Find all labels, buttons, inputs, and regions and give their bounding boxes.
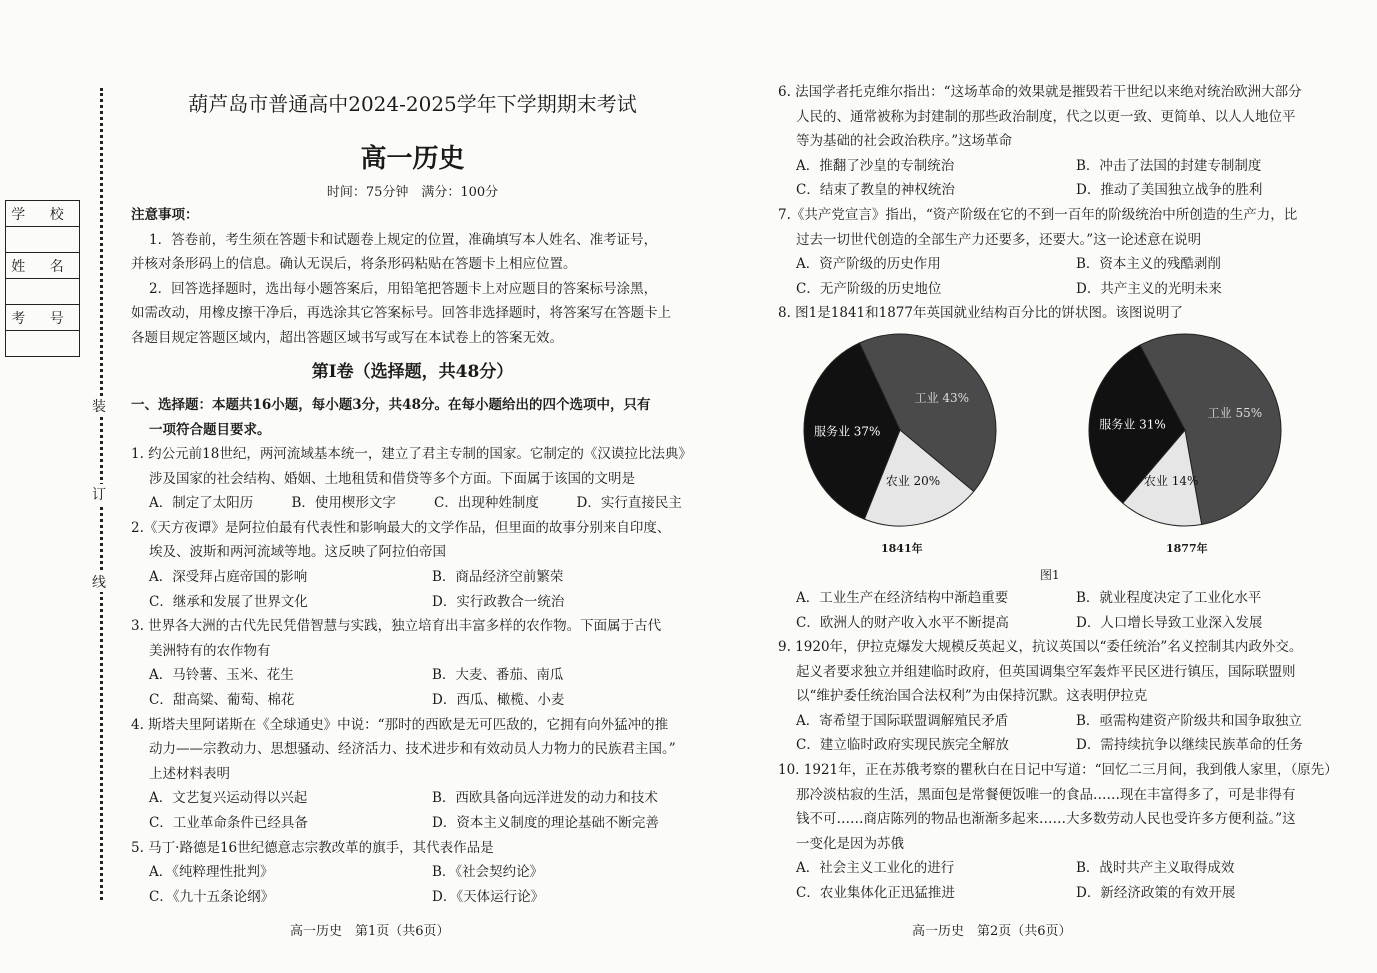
answer-option[interactable]: C．甜高粱、葡萄、棉花 [149,691,295,708]
question [778,758,1338,906]
question-line: 8. 图1是1841和1877年英国就业结构百分比的饼状图。该图说明了 [778,305,1183,322]
section-instructions [131,393,701,442]
question-line: 起义者要求独立并组建临时政府，但英国调集空军轰炸平民区进行镇压，国际联盟则 [796,663,1296,680]
question [778,301,1338,326]
answer-option[interactable]: C．继承和发展了世界文化 [149,593,308,610]
answer-option[interactable]: A．推翻了沙皇的专制统治 [796,157,955,174]
answer-option[interactable]: A．工业生产在经济结构中渐趋重要 [796,590,1009,606]
answer-option[interactable]: B．西欧具备向远洋进发的动力和技术 [432,790,658,807]
exam-meta: 时间：75分钟 满分：100分 [326,185,499,200]
answer-option[interactable]: C．《九十五条论纲》 [149,888,275,905]
cut-char-zhuang: 装 [92,396,106,416]
question [778,80,1338,203]
answer-option[interactable]: D．共产主义的光明未来 [1076,280,1222,297]
answer-option[interactable]: B．《社会契约论》 [432,864,544,881]
answer-option[interactable]: C．建立临时政府实现民族完全解放 [796,737,1009,754]
school-field[interactable] [6,227,80,253]
option-row [778,154,1338,179]
answer-option[interactable]: D．资本主义制度的理论基础不断完善 [432,814,659,831]
pie-label-农业: 农业 20% [885,474,941,489]
option-row [131,565,701,590]
question-list [131,442,701,909]
instruction-line: 一、选择题：本题共16小题，每小题3分，共48分。在每小题给出的四个选项中，只有 [131,397,651,413]
question-line: 6. 法国学者托克维尔指出：“这场革命的效果就是摧毁若干世纪以来绝对统治欧洲大部分 [778,84,1302,100]
figure-label: 图1 [1040,568,1060,582]
pie-label-服务业: 服务业 31% [1099,417,1166,432]
answer-option[interactable]: C．欧洲人的财产收入水平不断提高 [796,614,1009,631]
answer-option[interactable]: A．马铃薯、玉米、花生 [149,667,294,684]
question-line: 10. 1921年，正在苏俄考察的瞿秋白在日记中写道：“回忆二三月间，我到俄人家里，（原先） [778,761,1338,778]
exam-number-label: 考 号 [6,305,80,331]
option-row [778,709,1338,734]
question-line: 钱不可……商店陈列的物品也渐渐多起来……大多数劳动人民也受许多方便利益。”这 [796,811,1296,828]
pie-label-工业: 工业 43% [914,390,970,405]
option-row [131,688,701,713]
question-line: 2.《天方夜谭》是阿拉伯最有代表性和影响最大的文学作品，但里面的故事分别来自印度、 [131,519,671,536]
option-row [778,252,1338,277]
answer-option[interactable]: D．新经济政策的有效开展 [1076,884,1236,901]
question-line: 4. 斯塔夫里阿诺斯在《全球通史》中说：“那时的西欧是无可匹敌的，它拥有向外猛冲的推 [131,716,669,733]
question-line: 美洲特有的农作物有 [149,642,271,659]
question-list [778,80,1338,326]
question-line: 那冷淡枯寂的生活，黑面包是常餐便饭唯一的食品……现在丰富得多了，可是非得有 [796,786,1296,803]
option-row [131,786,701,811]
answer-option[interactable]: B．亟需构建资产阶级共和国争取独立 [1076,712,1302,729]
question [131,516,701,614]
option-row [131,590,701,615]
exam-number-field[interactable] [6,331,80,357]
pie-1877-caption: 1877年 [1166,542,1208,555]
subject-title: 高一历史 [360,144,465,174]
answer-option[interactable]: D．人口增长导致工业深入发展 [1076,614,1263,631]
answer-option[interactable]: D．推动了美国独立战争的胜利 [1076,182,1263,199]
q8-options [778,586,1338,635]
question [778,203,1338,301]
section-title: 第Ⅰ卷（选择题，共48分） [311,362,514,382]
notice-block [131,203,701,351]
question [131,713,701,836]
question-line: 等为基础的社会政治秩序。”这场革命 [796,133,1013,150]
pie-1877-svg [1085,330,1285,530]
answer-option[interactable]: C．结束了教皇的神权统治 [796,182,955,199]
answer-option[interactable]: A．《纯粹理性批判》 [149,864,274,881]
option-row [131,663,701,688]
answer-option[interactable]: A．制定了太阳历 [149,495,254,512]
answer-option[interactable]: B．战时共产主义取得成效 [1076,860,1235,877]
page-1-footer: 高一历史 第1页（共6页） [290,924,450,939]
answer-option[interactable]: A．寄希望于国际联盟调解殖民矛盾 [796,712,1009,729]
answer-option[interactable]: C．农业集体化正迅猛推进 [796,884,955,901]
pie-1841-svg [800,330,1000,530]
page-2-footer: 高一历史 第2页（共6页） [912,924,1072,939]
cut-char-ding: 订 [92,484,106,504]
answer-option[interactable]: C．无产阶级的历史地位 [796,280,942,297]
question-line: 以“维护委任统治国合法权利”为由保持沉默。这表明伊拉克 [796,688,1148,705]
option-row [778,733,1338,758]
question [131,836,701,910]
option-row [131,491,701,516]
student-info-table [5,200,80,357]
pie-label-服务业: 服务业 37% [813,424,881,439]
question-line: 1. 约公元前18世纪，两河流域基本统一，建立了君主专制的国家。它制定的《汉谟拉比法典》 [131,446,692,462]
name-label: 姓 名 [6,253,80,279]
question-line: 埃及、波斯和两河流域等地。这反映了阿拉伯帝国 [149,544,446,561]
option-row [131,811,701,836]
option-row [778,178,1338,203]
answer-option[interactable]: D．需持续抗争以继续民族革命的任务 [1076,737,1303,754]
question-line: 5. 马丁·路德是16世纪德意志宗教改革的旗手，其代表作品是 [131,839,494,856]
question-line: 9. 1920年，伊拉克爆发大规模反英起义，抗议英国以“委任统治”名义控制其内政外交。 [778,639,1303,655]
pie-chart-1877 [1085,330,1285,530]
pie-label-工业: 工业 55% [1207,405,1263,420]
name-field[interactable] [6,279,80,305]
option-row [778,856,1338,881]
notice-line: 并核对条形码上的信息。确认无误后，将条形码粘贴在答题卡上相应位置。 [131,256,577,273]
pie-chart-1841 [800,330,1000,530]
option-row [778,586,1338,611]
notice-line: 1．答卷前，考生须在答题卡和试题卷上规定的位置，准确填写本人姓名、准考证号， [149,231,658,248]
option-row [778,277,1338,302]
school-label: 学 校 [6,201,80,227]
question-line: 一变化是因为苏俄 [796,835,904,852]
answer-option[interactable]: A．文艺复兴运动得以兴起 [149,790,308,807]
answer-option[interactable]: B．资本主义的残酷剥削 [1076,256,1221,273]
answer-option[interactable]: A．资产阶级的历史作用 [796,256,941,273]
answer-option[interactable]: C．工业革命条件已经具备 [149,814,308,831]
question-line: 动力——宗教动力、思想骚动、经济活力、技术进步和有效动员人力物力的民族君主国。” [149,741,676,758]
notice-line: 2．回答选择题时，选出每小题答案后，用铅笔把答题卡上对应题目的答案标号涂黑， [149,280,658,297]
question [131,614,701,712]
pie-1841-caption: 1841年 [881,542,923,555]
question [778,635,1338,758]
question-line: 人民的、通常被称为封建制的那些政治制度，代之以更一致、更简单、以人人地位平 [796,108,1296,125]
question [131,442,701,516]
question-list [778,635,1338,906]
option-row [778,881,1338,906]
notice-title: 注意事项： [131,207,199,223]
instruction-line: 一项符合题目要求。 [149,421,271,438]
question-line: 7.《共产党宣言》指出，“资产阶级在它的不到一百年的阶级统治中所创造的生产力，比 [778,206,1298,223]
answer-option[interactable]: B．冲击了法国的封建专制制度 [1076,157,1262,174]
option-row [131,885,701,910]
notice-line: 如需改动，用橡皮擦干净后，再选涂其它答案标号。回答非选择题时，将答案写在答题卡上 [131,305,671,322]
answer-option[interactable]: D．西瓜、橄榄、小麦 [432,691,565,708]
answer-option[interactable]: B．商品经济空前繁荣 [432,568,564,585]
option-row [778,611,1338,636]
answer-option[interactable]: C．出现种姓制度 [434,495,539,512]
answer-option[interactable]: A．深受拜占庭帝国的影响 [149,568,308,585]
question-line: 3. 世界各大洲的古代先民凭借智慧与实践，独立培育出丰富多样的农作物。下面属于古代 [131,618,662,635]
answer-option[interactable]: D．《天体运行论》 [432,888,545,905]
answer-option[interactable]: B．使用楔形文字 [291,495,396,512]
question-line: 涉及国家的社会结构、婚姻、土地租赁和借贷等多个方面。下面属于该国的文明是 [149,470,635,487]
question-line: 上述材料表明 [149,765,230,782]
answer-option[interactable]: A．社会主义工业化的进行 [796,860,955,877]
answer-option[interactable]: D．实行直接民主 [576,495,682,512]
option-row [131,860,701,885]
notice-line: 各题目规定答题区域内，超出答题区域书写或写在本试卷上的答案无效。 [131,329,563,346]
answer-option[interactable]: B．就业程度决定了工业化水平 [1076,590,1262,606]
answer-option[interactable]: D．实行政教合一统治 [432,593,565,610]
cut-char-xian: 线 [92,572,106,592]
exam-title: 葫芦岛市普通高中2024-2025学年下学期期末考试 [188,92,637,116]
pie-label-农业: 农业 14% [1143,473,1199,488]
question-line: 过去一切世代创造的全部生产力还要多，还要大。”这一论述意在说明 [796,231,1202,248]
answer-option[interactable]: B．大麦、番茄、南瓜 [432,667,564,684]
